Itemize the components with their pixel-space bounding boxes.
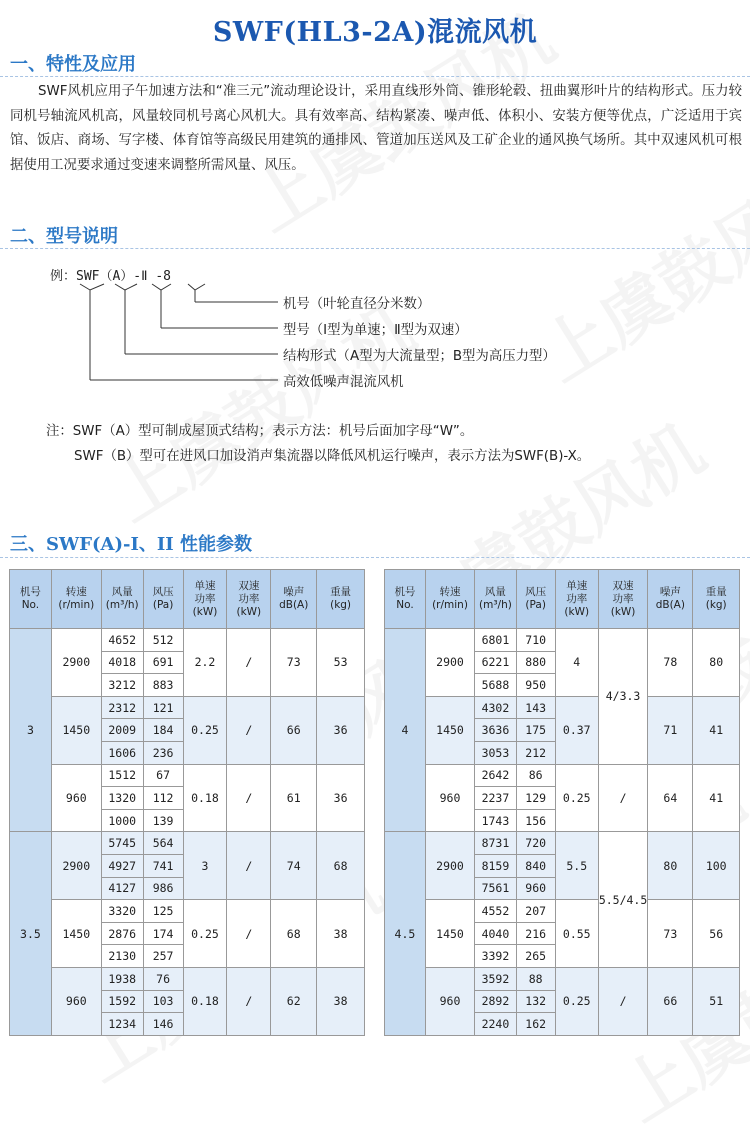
- speed-cell: 2900: [425, 832, 474, 900]
- double-power-cell: 4/3.3: [598, 629, 647, 765]
- speed-cell: 960: [425, 764, 474, 832]
- machine-no-cell: 4: [385, 629, 426, 832]
- airflow-cell: 4040: [475, 922, 517, 945]
- single-power-cell: 5.5: [555, 832, 598, 900]
- pressure-cell: 139: [143, 809, 183, 832]
- airflow-cell: 1512: [101, 764, 143, 787]
- table-row: [385, 764, 740, 787]
- double-power-cell: /: [227, 832, 271, 900]
- table-row: [10, 629, 365, 652]
- weight-cell: 38: [317, 900, 365, 968]
- weight-cell: 41: [693, 696, 740, 764]
- airflow-cell: 2009: [101, 719, 143, 742]
- speed-cell: 2900: [51, 629, 101, 697]
- column-header: 单速 功率 (kW): [183, 570, 227, 629]
- table-row: [385, 832, 740, 855]
- column-header: 噪声 dB(A): [648, 570, 693, 629]
- column-header: 重量 (kg): [317, 570, 365, 629]
- pressure-cell: 129: [516, 787, 555, 810]
- machine-no-cell: 4.5: [385, 832, 426, 1035]
- pressure-cell: 175: [516, 719, 555, 742]
- paragraph-line: SWF风机应用子午加速方法和“准三元”流动理论设计，采用直线形外筒、锥形轮毂、扭: [38, 84, 554, 99]
- column-header: 机号 No.: [10, 570, 52, 629]
- section2-heading: 二、型号说明: [10, 226, 118, 247]
- speed-cell: 960: [425, 967, 474, 1035]
- airflow-cell: 5745: [101, 832, 143, 855]
- pressure-cell: 840: [516, 854, 555, 877]
- airflow-cell: 3053: [475, 741, 517, 764]
- pressure-cell: 88: [516, 967, 555, 990]
- pressure-cell: 960: [516, 877, 555, 900]
- airflow-cell: 2237: [475, 787, 517, 810]
- paragraph-line: 曲翼形叶片的结构形式。压力较同机号轴流风机高，风量较同机号离心风机大。具有效率高、: [10, 84, 742, 124]
- pressure-cell: 132: [516, 990, 555, 1013]
- weight-cell: 53: [317, 629, 365, 697]
- airflow-cell: 4127: [101, 877, 143, 900]
- table-row: [10, 696, 365, 719]
- single-power-cell: 0.25: [555, 967, 598, 1035]
- table-header-row: [10, 570, 365, 629]
- pressure-cell: 162: [516, 1013, 555, 1036]
- page-title: SWF(HL3-2A)混流风机: [212, 17, 538, 48]
- legend-model-type: 型号（Ⅰ型为单速；Ⅱ型为双速）: [283, 323, 468, 338]
- machine-no-cell: 3: [10, 629, 52, 832]
- double-power-cell: /: [227, 764, 271, 832]
- pressure-cell: 207: [516, 900, 555, 923]
- pressure-cell: 86: [516, 764, 555, 787]
- airflow-cell: 7561: [475, 877, 517, 900]
- weight-cell: 80: [693, 629, 740, 697]
- speed-cell: 1450: [51, 696, 101, 764]
- pressure-cell: 710: [516, 629, 555, 652]
- pressure-cell: 216: [516, 922, 555, 945]
- paragraph-line: 馆等高级民用建筑的通排风、管道加压送风及工矿企业的通风换气场所。其中双速风机可根据: [10, 133, 743, 173]
- column-header: 风压 (Pa): [516, 570, 555, 629]
- table-row: [385, 900, 740, 923]
- airflow-cell: 8159: [475, 854, 517, 877]
- weight-cell: 100: [693, 832, 740, 900]
- column-header: 噪声 dB(A): [271, 570, 317, 629]
- noise-cell: 71: [648, 696, 693, 764]
- pressure-cell: 121: [143, 696, 183, 719]
- single-power-cell: 0.18: [183, 764, 227, 832]
- table-header-row: [385, 570, 740, 629]
- noise-cell: 66: [271, 696, 317, 764]
- paragraph-line: 使用工况要求通过变速来调整所需风量、风压。: [23, 157, 305, 173]
- single-power-cell: 2.2: [183, 629, 227, 697]
- airflow-cell: 5688: [475, 674, 517, 697]
- column-header: 转速 (r/min): [425, 570, 474, 629]
- table-row: [10, 764, 365, 787]
- noise-cell: 66: [648, 967, 693, 1035]
- noise-cell: 74: [271, 832, 317, 900]
- noise-cell: 64: [648, 764, 693, 832]
- airflow-cell: 3392: [475, 945, 517, 968]
- double-power-cell: 5.5/4.5: [598, 832, 647, 968]
- legend-fan-type: 高效低噪声混流风机: [283, 375, 404, 390]
- pressure-cell: 103: [143, 990, 183, 1013]
- column-header: 风量 (m³/h): [101, 570, 143, 629]
- pressure-cell: 720: [516, 832, 555, 855]
- pressure-cell: 564: [143, 832, 183, 855]
- single-power-cell: 0.37: [555, 696, 598, 764]
- weight-cell: 41: [693, 764, 740, 832]
- noise-cell: 73: [271, 629, 317, 697]
- single-power-cell: 0.25: [183, 696, 227, 764]
- speed-cell: 1450: [51, 900, 101, 968]
- weight-cell: 36: [317, 764, 365, 832]
- column-header: 重量 (kg): [693, 570, 740, 629]
- speed-cell: 2900: [425, 629, 474, 697]
- speed-cell: 2900: [51, 832, 101, 900]
- airflow-cell: 4018: [101, 651, 143, 674]
- pressure-cell: 741: [143, 854, 183, 877]
- model-example: 例：SWF（A）-Ⅱ -8: [50, 269, 172, 284]
- airflow-cell: 3212: [101, 674, 143, 697]
- airflow-cell: 1592: [101, 990, 143, 1013]
- single-power-cell: 0.25: [555, 764, 598, 832]
- column-header: 双速 功率 (kW): [227, 570, 271, 629]
- column-header: 单速 功率 (kW): [555, 570, 598, 629]
- pressure-cell: 512: [143, 629, 183, 652]
- note-1: 注：SWF（A）型可制成屋顶式结构；表示方法：机号后面加字母“W”。: [46, 424, 474, 439]
- noise-cell: 80: [648, 832, 693, 900]
- paragraph-line: 结构紧凑、噪声低、体积小、安装方便等优点，广泛适用于宾馆、饭店、商场、写字楼、体育: [10, 108, 743, 148]
- double-power-cell: /: [227, 696, 271, 764]
- airflow-cell: 8731: [475, 832, 517, 855]
- noise-cell: 68: [271, 900, 317, 968]
- speed-cell: 1450: [425, 900, 474, 968]
- pressure-cell: 143: [516, 696, 555, 719]
- airflow-cell: 1938: [101, 967, 143, 990]
- section3-divider: [0, 557, 750, 559]
- model-legend-lines: [0, 0, 750, 400]
- airflow-cell: 6801: [475, 629, 517, 652]
- airflow-cell: 4927: [101, 854, 143, 877]
- column-header: 风量 (m³/h): [475, 570, 517, 629]
- airflow-cell: 3592: [475, 967, 517, 990]
- airflow-cell: 4552: [475, 900, 517, 923]
- pressure-cell: 236: [143, 741, 183, 764]
- section1-heading: 一、特性及应用: [10, 54, 136, 75]
- airflow-cell: 6221: [475, 651, 517, 674]
- table-row: [10, 832, 365, 855]
- table-row: [385, 629, 740, 652]
- pressure-cell: 146: [143, 1013, 183, 1036]
- weight-cell: 38: [317, 967, 365, 1035]
- machine-no-cell: 3.5: [10, 832, 52, 1035]
- single-power-cell: 0.18: [183, 967, 227, 1035]
- speed-cell: 960: [51, 764, 101, 832]
- performance-table-left: [9, 569, 365, 1036]
- double-power-cell: /: [598, 764, 647, 832]
- table-row: [10, 900, 365, 923]
- single-power-cell: 0.55: [555, 900, 598, 968]
- table-row: [385, 696, 740, 719]
- airflow-cell: 1320: [101, 787, 143, 810]
- airflow-cell: 2130: [101, 945, 143, 968]
- speed-cell: 960: [51, 967, 101, 1035]
- airflow-cell: 2312: [101, 696, 143, 719]
- airflow-cell: 4652: [101, 629, 143, 652]
- double-power-cell: /: [227, 900, 271, 968]
- pressure-cell: 156: [516, 809, 555, 832]
- airflow-cell: 3636: [475, 719, 517, 742]
- pressure-cell: 883: [143, 674, 183, 697]
- airflow-cell: 3320: [101, 900, 143, 923]
- performance-table-right: [384, 569, 740, 1036]
- double-power-cell: /: [598, 967, 647, 1035]
- pressure-cell: 986: [143, 877, 183, 900]
- pressure-cell: 76: [143, 967, 183, 990]
- pressure-cell: 125: [143, 900, 183, 923]
- pressure-cell: 950: [516, 674, 555, 697]
- weight-cell: 56: [693, 900, 740, 968]
- pressure-cell: 112: [143, 787, 183, 810]
- noise-cell: 73: [648, 900, 693, 968]
- airflow-cell: 2876: [101, 922, 143, 945]
- pressure-cell: 265: [516, 945, 555, 968]
- noise-cell: 61: [271, 764, 317, 832]
- pressure-cell: 212: [516, 741, 555, 764]
- double-power-cell: /: [227, 967, 271, 1035]
- legend-structure-form: 结构形式（A型为大流量型；B型为高压力型）: [283, 349, 556, 364]
- speed-cell: 1450: [425, 696, 474, 764]
- single-power-cell: 3: [183, 832, 227, 900]
- noise-cell: 62: [271, 967, 317, 1035]
- weight-cell: 51: [693, 967, 740, 1035]
- pressure-cell: 691: [143, 651, 183, 674]
- double-power-cell: /: [227, 629, 271, 697]
- weight-cell: 36: [317, 696, 365, 764]
- airflow-cell: 1743: [475, 809, 517, 832]
- column-header: 转速 (r/min): [51, 570, 101, 629]
- table-row: [10, 967, 365, 990]
- single-power-cell: 0.25: [183, 900, 227, 968]
- column-header: 机号 No.: [385, 570, 426, 629]
- weight-cell: 68: [317, 832, 365, 900]
- airflow-cell: 1234: [101, 1013, 143, 1036]
- airflow-cell: 1606: [101, 741, 143, 764]
- legend-machine-no: 机号（叶轮直径分米数）: [283, 297, 431, 312]
- note-2: SWF（B）型可在进风口加设消声集流器以降低风机运行噪声，表示方法为SWF(B)-X。: [74, 449, 591, 464]
- airflow-cell: 2642: [475, 764, 517, 787]
- single-power-cell: 4: [555, 629, 598, 697]
- airflow-cell: 1000: [101, 809, 143, 832]
- pressure-cell: 184: [143, 719, 183, 742]
- pressure-cell: 174: [143, 922, 183, 945]
- column-header: 双速 功率 (kW): [598, 570, 647, 629]
- airflow-cell: 2240: [475, 1013, 517, 1036]
- pressure-cell: 880: [516, 651, 555, 674]
- airflow-cell: 2892: [475, 990, 517, 1013]
- column-header: 风压 (Pa): [143, 570, 183, 629]
- noise-cell: 78: [648, 629, 693, 697]
- pressure-cell: 257: [143, 945, 183, 968]
- section3-heading: 三、SWF(A)-I、II 性能参数: [10, 534, 252, 555]
- table-row: [385, 967, 740, 990]
- airflow-cell: 4302: [475, 696, 517, 719]
- pressure-cell: 67: [143, 764, 183, 787]
